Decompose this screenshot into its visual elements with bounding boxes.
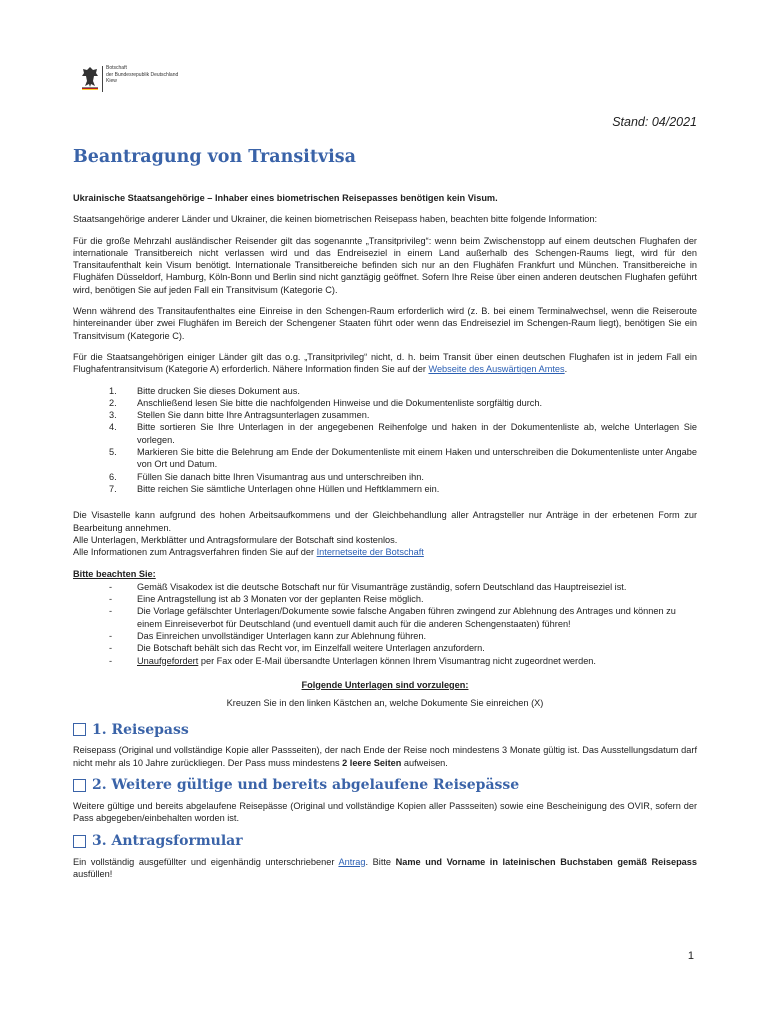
list-item: 7. Bitte reichen Sie sämtliche Unterlagen ohne Hüllen und Heftklammern ein.	[109, 483, 440, 494]
list-item: 6. Füllen Sie danach bitte Ihren Visumantrag aus und unterschreiben ihn.	[109, 471, 424, 482]
federal-eagle-icon	[80, 64, 100, 90]
list-item: 3. Stellen Sie dann bitte Ihre Antragsunterlagen zusammen.	[109, 410, 370, 421]
section-heading-antragsformular: 3. Antragsformular	[73, 835, 697, 848]
list-item: - Das Einreichen unvollständiger Unterlagen kann zur Ablehnung führen.	[109, 630, 427, 641]
section-text-antragsformular: Ein vollständig ausgefüllter und eigenhändig unterschriebener Antrag. Bitte Name und Vorname in lateinischen Buchstaben gemäß Reisepass ausfüllen!	[73, 856, 698, 879]
paragraph-1: Staatsangehörige anderer Länder und Ukrainer, die keinen biometrischen Reisepass haben, beachten bitte folgende Information:	[73, 214, 598, 225]
list-item: 4. Bitte sortieren Sie Ihre Unterlagen in der angegebenen Reihenfolge und haken in der Dokumentenliste ab, welche Unterlagen Sie vorlegen.	[109, 422, 697, 445]
list-item: - Eine Antragstellung ist ab 3 Monaten vor der geplanten Reise möglich.	[109, 594, 424, 605]
list-item: - Gemäß Visakodex ist die deutsche Botschaft nur für Visumanträge zuständig, sofern Deutschland das Hauptreiseziel ist.	[109, 581, 627, 592]
paragraph-3: Wenn während des Transitaufenthaltes eine Einreise in den Schengen-Raum erforderlich wird (z. B. bei einem Terminalwechsel, wenn die Reiseroute hintereinander über zwei Flughäfen im Bereich der Schengener Staaten führt oder wenn das Endreiseziel im Schengen-Raum liegt), benötigen Sie ein Transitvisum (Kategorie C).	[73, 306, 697, 341]
page-number: 1	[687, 950, 694, 962]
list-item: - Die Botschaft behält sich das Recht vor, im Einzelfall weitere Unterlagen anzufordern.	[109, 643, 485, 654]
stand-date: Stand: 04/2021	[612, 115, 697, 129]
paragraph-4: Für die Staatsangehörigen einiger Länder gilt das o.g. „Transitprivileg“ nicht, d. h. beim Transit über einen deutschen Flughafen ist in jedem Fall ein Flughafentransitvisum (Kategorie A) erforderlich. Nähere Information finden Sie auf der Webseite des Auswärtigen Amtes.	[73, 351, 697, 375]
notes-list	[73, 581, 697, 667]
antrag-link[interactable]: Antrag	[338, 856, 366, 867]
visa-info-block	[73, 509, 697, 558]
list-item: 1. Bitte drucken Sie dieses Dokument aus.	[109, 385, 300, 396]
list-item: - Unaufgefordert per Fax oder E-Mail übersandte Unterlagen können Ihrem Visumantrag nicht zugeordnet werden.	[109, 655, 596, 666]
intro-bold: Ukrainische Staatsangehörige – Inhaber eines biometrischen Reisepasses benötigen kein Visum.	[73, 193, 498, 203]
list-item: 5. Markieren Sie bitte die Belehrung am Ende der Dokumentenliste mit einem Haken und unterschreiben die Dokumentenliste unter Angabe von Ort und Datum.	[109, 447, 697, 470]
notes-heading: Bitte beachten Sie:	[73, 569, 156, 580]
section-text-reisepass: Reisepass (Original und vollständige Kopie aller Passseiten), der nach Ende der Reise noch mindestens 3 Monate gültig ist. Das Ausstellungsdatum darf nicht mehr als 10 Jahre zurückliegen. Der Pass muss mindestens 2 leere Seiten aufweisen.	[73, 745, 697, 768]
logo-line-2: der Bundesrepublik Deutschland	[106, 71, 179, 78]
list-item: 2. Anschließend lesen Sie bitte die nachfolgenden Hinweise und die Dokumentenliste sorgfältig durch.	[109, 397, 543, 408]
visa-line-1: Die Visastelle kann aufgrund des hohen Arbeitsaufkommens und der Gleichbehandlung aller Antragsteller nur Anträge in der erbetenen Form zur Bearbeitung annehmen.	[73, 510, 697, 533]
section-heading-weitere-paesse: 2. Weitere gültige und bereits abgelaufene Reisepässe	[73, 779, 697, 792]
section-heading-reisepass: 1. Reisepass	[73, 723, 697, 736]
logo-line-3: Kiew	[106, 78, 117, 84]
logo-line-1: Botschaft	[106, 65, 127, 71]
auswaertiges-amt-link[interactable]: Webseite des Auswärtigen Amtes	[428, 364, 565, 375]
steps-list	[73, 385, 697, 496]
list-item: - Die Vorlage gefälschter Unterlagen/Dokumente sowie falsche Angaben führen zwingend zur Ablehnung des Antrages und können zu einem Einreiseverbot für Deutschland (und eventuell damit auch für die anderen Schengenstaaten) führen!	[109, 606, 676, 629]
document-body	[73, 192, 697, 889]
page-title: Beantragung von Transitvisa	[73, 147, 356, 167]
embassy-logo	[80, 64, 200, 94]
visa-line-3: Alle Informationen zum Antragsverfahren finden Sie auf der Internetseite der Botschaft	[73, 547, 424, 558]
visa-line-2: Alle Unterlagen, Merkblätter und Antragsformulare der Botschaft sind kostenlos.	[73, 534, 398, 545]
paragraph-2: Für die große Mehrzahl ausländischer Reisender gilt das sogenannte „Transitprivileg“: wenn beim Zwischenstopp auf einem deutschen Flughafen der internationale Transitbereich nicht verlassen wird und das Endreiseziel in einem Land außerhalb des Schengen-Raums liegt, wird für den Transitaufenthalt kein Visum benötigt. Internationale Transitbereiche befinden sich nur an den Flughäfen Frankfurt und München. Transitbereiche in Flughäfen Düsseldorf, Hamburg, Köln-Bonn und Berlin sind nicht ganztägig geöffnet. Sofern Ihre Reise über einen anderen deutschen Flughafen geführt wird, benötigen Sie auf jeden Fall ein Transitvisum (Kategorie C).	[73, 235, 697, 295]
documents-heading: Folgende Unterlagen sind vorzulegen:	[301, 679, 469, 690]
checkbox-antragsformular[interactable]	[73, 835, 86, 848]
embassy-website-link[interactable]: Internetseite der Botschaft	[316, 547, 424, 558]
checkbox-weitere-paesse[interactable]	[73, 779, 86, 792]
checkbox-reisepass[interactable]	[73, 723, 86, 736]
section-text-weitere-paesse: Weitere gültige und bereits abgelaufene Reisepässe (Original und vollständige Kopien aller Passseiten) sowie eine Bescheinigung des OVIR, sofern der Pass abgegeben/einbehalten worden ist.	[73, 800, 697, 824]
documents-instruction: Kreuzen Sie in den linken Kästchen an, welche Dokumente Sie einreichen (X)	[226, 698, 544, 709]
